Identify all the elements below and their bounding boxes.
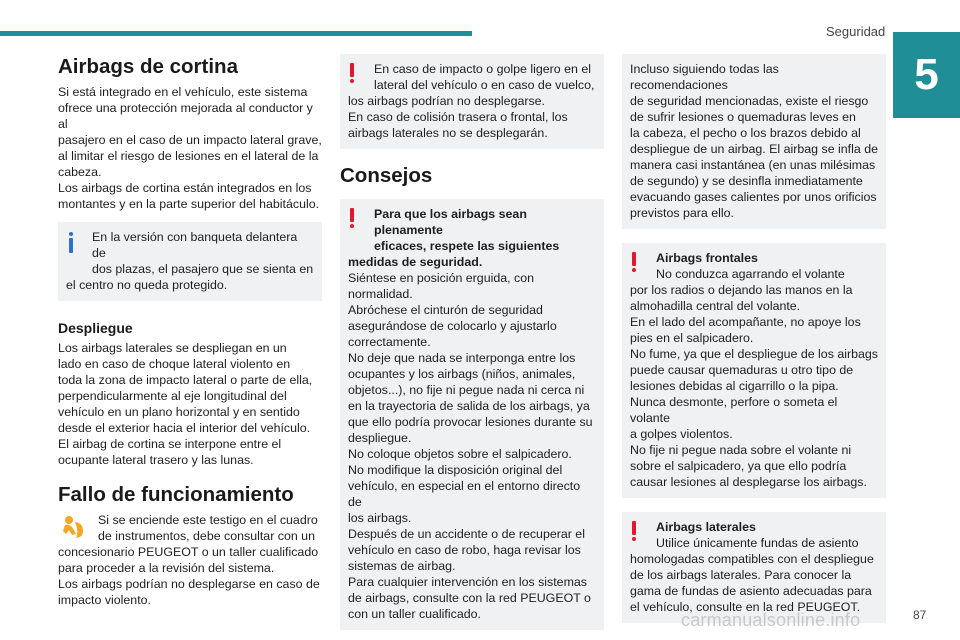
- column-1: [58, 54, 322, 608]
- consejos-text: Siéntese en posición erguida, con normalidad. Abróchese el cinturón de seguridad asegurándose de colocarlo y ajustarlo correctamente. No deje que nada se interponga entre los ocupantes y los airbags (niños, animales, objetos...), no fije ni pegue nada ni cerca ni en la trayectoria de salida de los airbags, ya que ello podría provocar lesiones durante su despliegue. No coloque objetos sobre el salpicadero. No modifique la disposición original del vehículo, en especial en el entorno directo de los airbags. Después de un accidente o de recuperar el vehículo en caso de robo, haga revisar los sistemas de airbag. Para cualquier intervención en los sistemas de airbags, consulte con la red PEUGEOT o con un taller cualificado.: [348, 271, 593, 621]
- column-3: [622, 54, 886, 627]
- consejos-bold-text: Para que los airbags sean plenamente eficaces, respete las siguientes medidas de seguridad.: [348, 207, 560, 269]
- frontales-title: Airbags frontales: [656, 251, 758, 265]
- laterales-text: Utilice únicamente fundas de asiento homologadas compatibles con el despliegue de los airbags laterales. Para conocer la gama de fundas de asiento adecuadas para el vehículo, consulte en la red PEUGEOT.: [630, 536, 874, 614]
- intro-box-text: Incluso siguiendo todas las recomendaciones de seguridad mencionadas, existe el riesgo de sufrir lesiones o quemaduras leves en la cabeza, el pecho o los brazos debido al despliegue de un airbag. El airbag se infla de manera casi instantánea (en unas milésimas de segundo) y se desinfla inmediatamente evacuando gases calientes por unos orificios previstos para ello.: [630, 62, 878, 220]
- page-number: 87: [913, 608, 927, 622]
- heading-despliegue: Despliegue: [58, 320, 133, 336]
- fallo-text: Si se enciende este testigo en el cuadro de instrumentos, debe consultar con un concesionario PEUGEOT o un taller cualificado para proceder a la revisión del sistema. Los airbags podrían no desplegarse en caso de impacto violento.: [58, 513, 320, 607]
- fallo-block: [58, 512, 322, 608]
- warning-box-impacto-text: En caso de impacto o golpe ligero en el lateral del vehículo o en caso de vuelco, los airbags podrían no desplegarse. En caso de colisión trasera o frontal, los airbags laterales no se desplegarán.: [348, 62, 595, 140]
- alert-icon: [631, 521, 637, 542]
- info-box: [58, 222, 322, 301]
- warning-box-frontales: [622, 243, 886, 498]
- column-2: [340, 54, 604, 634]
- alert-icon: [349, 63, 355, 84]
- laterales-title: Airbags laterales: [656, 520, 756, 534]
- warning-box-impacto: [340, 54, 604, 149]
- heading-fallo: Fallo de funcionamiento: [58, 483, 294, 506]
- heading-consejos: Consejos: [340, 164, 433, 187]
- info-box-text: En la versión con banqueta delantera de dos plazas, el pasajero que se sienta en el centro no queda protegido.: [66, 230, 314, 292]
- intro-text: Si está integrado en el vehículo, este sistema ofrece una protección mejorada al conductor y al pasajero en el caso de un impacto lateral grave, al limitar el riesgo de lesiones en el lateral de la cabeza. Los airbags de cortina están integrados en los montantes y en la parte superior del habitáculo.: [58, 85, 322, 211]
- frontales-text: No conduzca agarrando el volante por los radios o dejando las manos en la almohadilla central del volante. En el lado del acompañante, no apoye los pies en el salpicadero. No fume, ya que el despliegue de los airbags puede causar quemaduras u otro tipo de lesiones debidas al cigarrillo o la pipa. Nunca desmonte, perfore o someta el volante a golpes violentos. No fije ni pegue nada sobre el volante ni sobre el salpicadero, ya que ello podría causar lesiones al desplegarse los airbags.: [630, 267, 878, 489]
- despliegue-text: Los airbags laterales se despliegan en un lado en caso de choque lateral violento en toda la zona de impacto lateral o parte de ella, perpendicularmente al eje longitudinal del vehículo en un plano horizontal y en sentido desde el exterior hacia el interior del vehículo. El airbag de cortina se interpone entre el ocupante lateral trasero y las lunas.: [58, 341, 313, 467]
- watermark: carmanualsonline.info: [681, 610, 861, 630]
- heading-airbags-cortina: Airbags de cortina: [58, 55, 238, 78]
- warning-box-laterales: [622, 512, 886, 623]
- chapter-tab: 5: [893, 32, 960, 118]
- alert-icon: [349, 208, 355, 229]
- alert-icon: [631, 252, 637, 273]
- warning-box-consejos: [340, 199, 604, 630]
- intro-box: [622, 54, 886, 229]
- info-icon: [68, 232, 74, 254]
- header-accent-bar: [0, 31, 472, 36]
- airbag-warning-light-icon: [58, 514, 88, 542]
- section-title: Seguridad: [826, 24, 886, 39]
